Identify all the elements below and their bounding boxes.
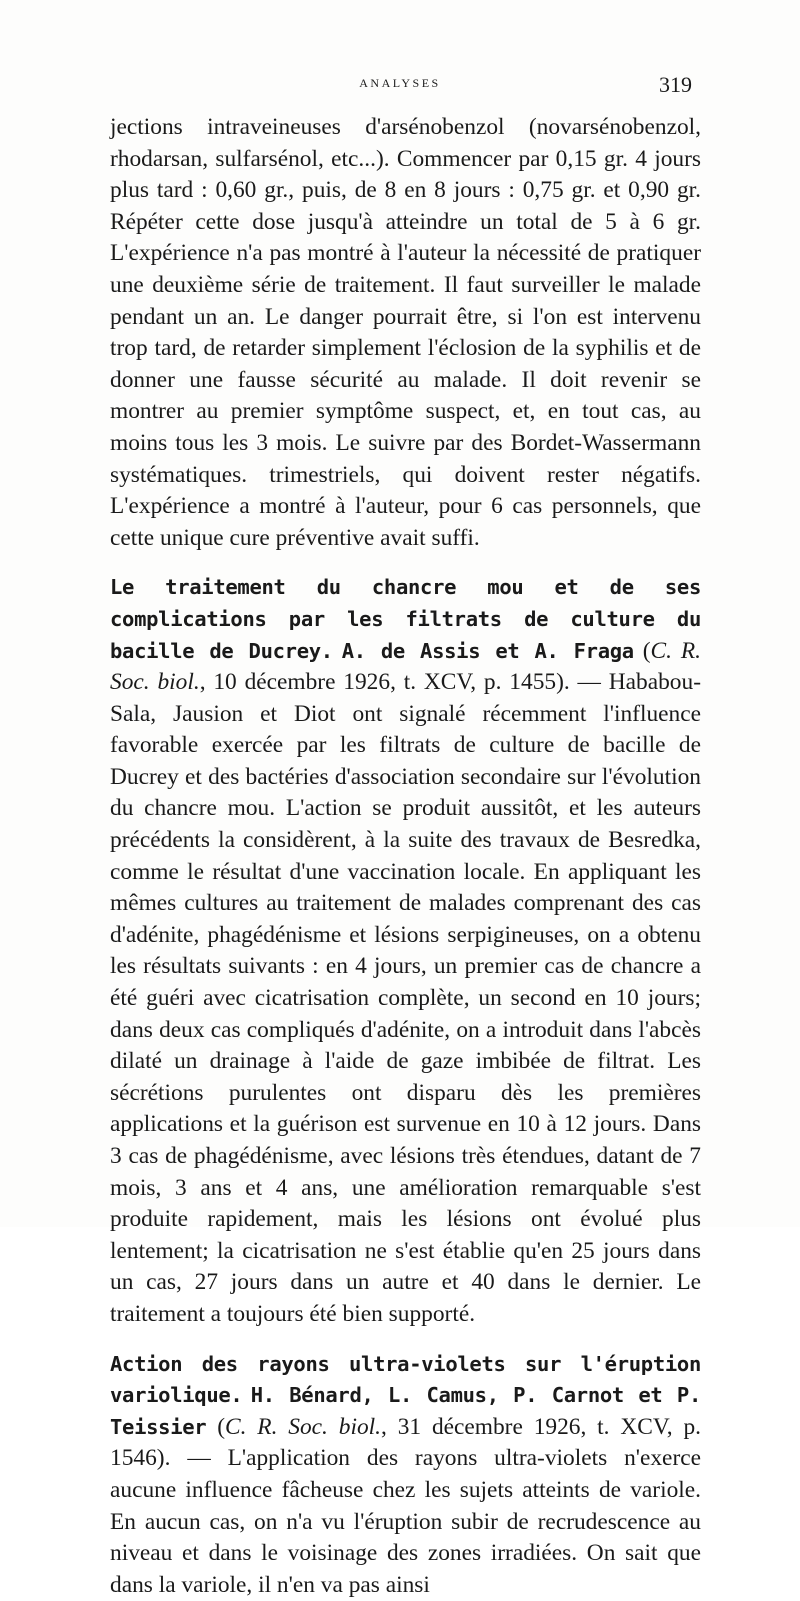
article-body: — Hababou-Sala, Jausion et Diot ont signalé récemment l'influence favorable exercée par les filtrats de culture de bacille de Ducrey et des bactéries d'association secondaire sur l'évolution du chancre mou. L'action se produit aussitôt, et les auteurs précédents la considèrent, à la suite des travaux de Besredka, comme le résultat d'une vaccination locale. En appliquant les mêmes cultures au traitement de malades comprenant des cas d'adénite, phagédénisme et lésions serpigineuses, on a obtenu les résultats suivants : en 4 jours, un premier cas de chancre a été guéri avec cicatrisation complète, un second en 10 jours; dans deux cas compliqués d'adénite, on a introduit dans l'abcès dilaté un drainage à l'aide de gaze imbibée de filtrat. Les sécrétions purulentes ont disparu dès les premières applications et la guérison est survenue en 10 à 12 jours. Dans 3 cas de phagédénisme, avec lésions très étendues, datant de 7 mois, 3 ans et 4 ans, une amélioration remarquable s'est produite rapidement, mais les lésions ont évolué plus lentement; la cicatrisation ne s'est établie qu'en 25 jours dans un cas, 27 jours dans un autre et 40 dans le dernier. Le traitement a toujours été bien supporté.	[110, 669, 701, 1327]
article-chancre-mou	[110, 572, 701, 1330]
continuation-paragraph	[110, 112, 701, 554]
article-body: — L'application des rayons ultra-violets n'exerce aucune influence fâcheuse chez les sujets atteints de variole. En aucun cas, on n'a vu l'éruption subir de recrudescence au niveau et dans le voisinage des zones irradiées. On sait que dans la variole, il n'en va pas ainsi	[110, 1445, 701, 1598]
journal-name: C. R. Soc. biol.	[225, 1413, 381, 1440]
running-head	[0, 74, 800, 98]
section-gap	[110, 1331, 701, 1349]
article-ultra-violets	[110, 1349, 701, 1601]
page-number: 319	[659, 72, 692, 97]
continuation-text: jections intraveineuses d'arsénobenzol (novarsénobenzol, rhodarsan, sulfarsénol, etc...). Commencer par 0,15 gr. 4 jours plus tard : 0,60 gr., puis, de 8 en 8 jours : 0,75 gr. et 0,90 gr. Répéter cette dose jusqu'à atteindre un total de 5 à 6 gr. L'expérience n'a pas montré à l'auteur la nécessité de pratiquer une deuxième série de traitement. Il faut surveiller le malade pendant un an. Le danger pourrait être, si l'on est intervenu trop tard, de retarder simplement l'éclosion de la syphilis et de donner une fausse sécurité au malade. Il doit revenir se montrer au premier symptôme suspect, et, en tout cas, au moins tous les 3 mois. Le suivre par des Bordet-Wassermann systématiques. trimestriels, qui doivent rester négatifs. L'expérience a montré à l'auteur, pour 6 cas personnels, que cette unique cure préventive avait suffi.	[110, 114, 701, 551]
section-gap	[110, 554, 701, 572]
article-authors: H. Bénard, L. Camus, P. Carnot et P. Teissier	[110, 1383, 701, 1439]
article-title: Action des rayons ultra-violets sur l'éruption variolique.	[110, 1351, 701, 1408]
article-reference: (C. R. Soc. biol., 10 décembre 1926, t. XCV, p. 1455).	[110, 637, 701, 696]
running-title: ANALYSES	[359, 76, 441, 90]
journal-name: C. R. Soc. biol.	[110, 637, 701, 696]
article-authors: A. de Assis et A. Fraga	[341, 638, 634, 663]
body-text	[110, 112, 701, 1601]
article-title: Le traitement du chancre mou et de ses complications par les filtrats de culture du bacille de Ducrey.	[110, 575, 701, 663]
article-reference: (C. R. Soc. biol., 31 décembre 1926, t. XCV, p. 1546).	[110, 1413, 701, 1472]
